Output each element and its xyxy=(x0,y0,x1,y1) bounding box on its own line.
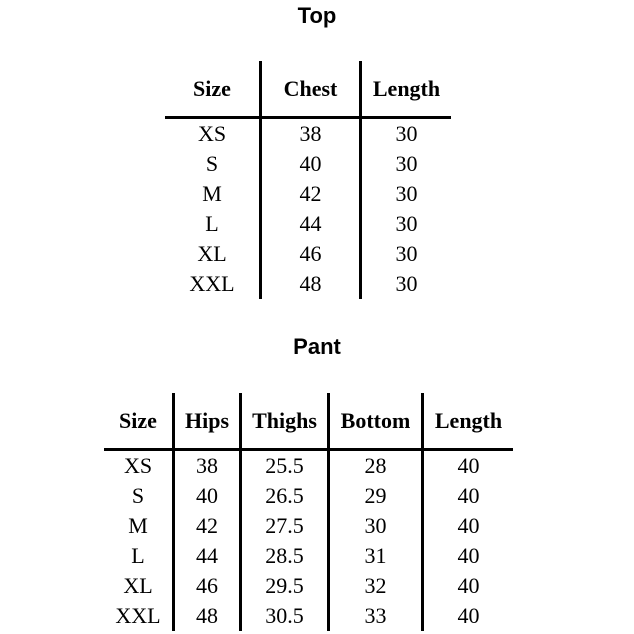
hips-cell: 38 xyxy=(174,450,241,482)
table-row xyxy=(104,450,513,482)
length-cell: 40 xyxy=(423,481,514,511)
length-cell: 30 xyxy=(361,149,452,179)
table-header-row xyxy=(104,393,513,450)
thighs-cell: 25.5 xyxy=(241,450,329,482)
thighs-column-header: Thighs xyxy=(241,393,329,450)
hips-cell: 42 xyxy=(174,511,241,541)
length-cell: 30 xyxy=(361,118,452,150)
chest-cell: 40 xyxy=(261,149,361,179)
size-cell: S xyxy=(205,151,219,176)
size-cell: XXL xyxy=(115,603,161,628)
thighs-cell: 26.5 xyxy=(241,481,329,511)
length-cell: 40 xyxy=(423,541,514,571)
size-cell: L xyxy=(205,211,219,236)
chest-cell: 46 xyxy=(261,239,361,269)
length-cell: 30 xyxy=(361,239,452,269)
table-row xyxy=(104,481,513,511)
bottom-cell: 31 xyxy=(329,541,423,571)
bottom-column-header: Bottom xyxy=(329,393,423,450)
chest-cell: 44 xyxy=(261,209,361,239)
length-cell: 40 xyxy=(423,571,514,601)
length-column-header: Length xyxy=(361,61,452,118)
chest-column-header: Chest xyxy=(261,61,361,118)
chest-cell: 48 xyxy=(261,269,361,299)
table-row xyxy=(165,209,451,239)
bottom-cell: 30 xyxy=(329,511,423,541)
table-row xyxy=(104,601,513,631)
chest-cell: 38 xyxy=(261,118,361,150)
thighs-cell: 30.5 xyxy=(241,601,329,631)
pant-size-table xyxy=(104,393,513,631)
length-cell: 40 xyxy=(423,601,514,631)
chest-cell: 42 xyxy=(261,179,361,209)
table-row xyxy=(104,511,513,541)
size-cell: XXL xyxy=(189,271,235,296)
pant-size-chart-title: Pant xyxy=(293,334,341,359)
hips-cell: 44 xyxy=(174,541,241,571)
table-row xyxy=(165,149,451,179)
size-column-header: Size xyxy=(165,61,261,118)
size-column-header: Size xyxy=(104,393,174,450)
length-cell: 30 xyxy=(361,269,452,299)
table-row xyxy=(165,239,451,269)
length-cell: 30 xyxy=(361,209,452,239)
bottom-cell: 29 xyxy=(329,481,423,511)
thighs-cell: 27.5 xyxy=(241,511,329,541)
length-cell: 40 xyxy=(423,450,514,482)
table-row xyxy=(104,541,513,571)
hips-column-header: Hips xyxy=(174,393,241,450)
size-cell: S xyxy=(131,483,145,508)
table-row xyxy=(165,269,451,299)
length-cell: 40 xyxy=(423,511,514,541)
size-cell: XS xyxy=(197,121,227,146)
size-cell: L xyxy=(131,543,145,568)
table-row xyxy=(165,179,451,209)
thighs-cell: 28.5 xyxy=(241,541,329,571)
thighs-cell: 29.5 xyxy=(241,571,329,601)
bottom-cell: 33 xyxy=(329,601,423,631)
bottom-cell: 32 xyxy=(329,571,423,601)
hips-cell: 40 xyxy=(174,481,241,511)
bottom-cell: 28 xyxy=(329,450,423,482)
length-cell: 30 xyxy=(361,179,452,209)
length-column-header: Length xyxy=(423,393,514,450)
top-size-chart-title: Top xyxy=(297,3,337,28)
size-cell: XL xyxy=(123,573,153,598)
top-size-table xyxy=(165,61,451,299)
table-header-row xyxy=(165,61,451,118)
table-row xyxy=(165,118,451,150)
size-cell: M xyxy=(202,181,222,206)
size-cell: M xyxy=(128,513,148,538)
table-row xyxy=(104,571,513,601)
size-cell: XS xyxy=(123,453,153,478)
size-cell: XL xyxy=(197,241,227,266)
hips-cell: 46 xyxy=(174,571,241,601)
hips-cell: 48 xyxy=(174,601,241,631)
